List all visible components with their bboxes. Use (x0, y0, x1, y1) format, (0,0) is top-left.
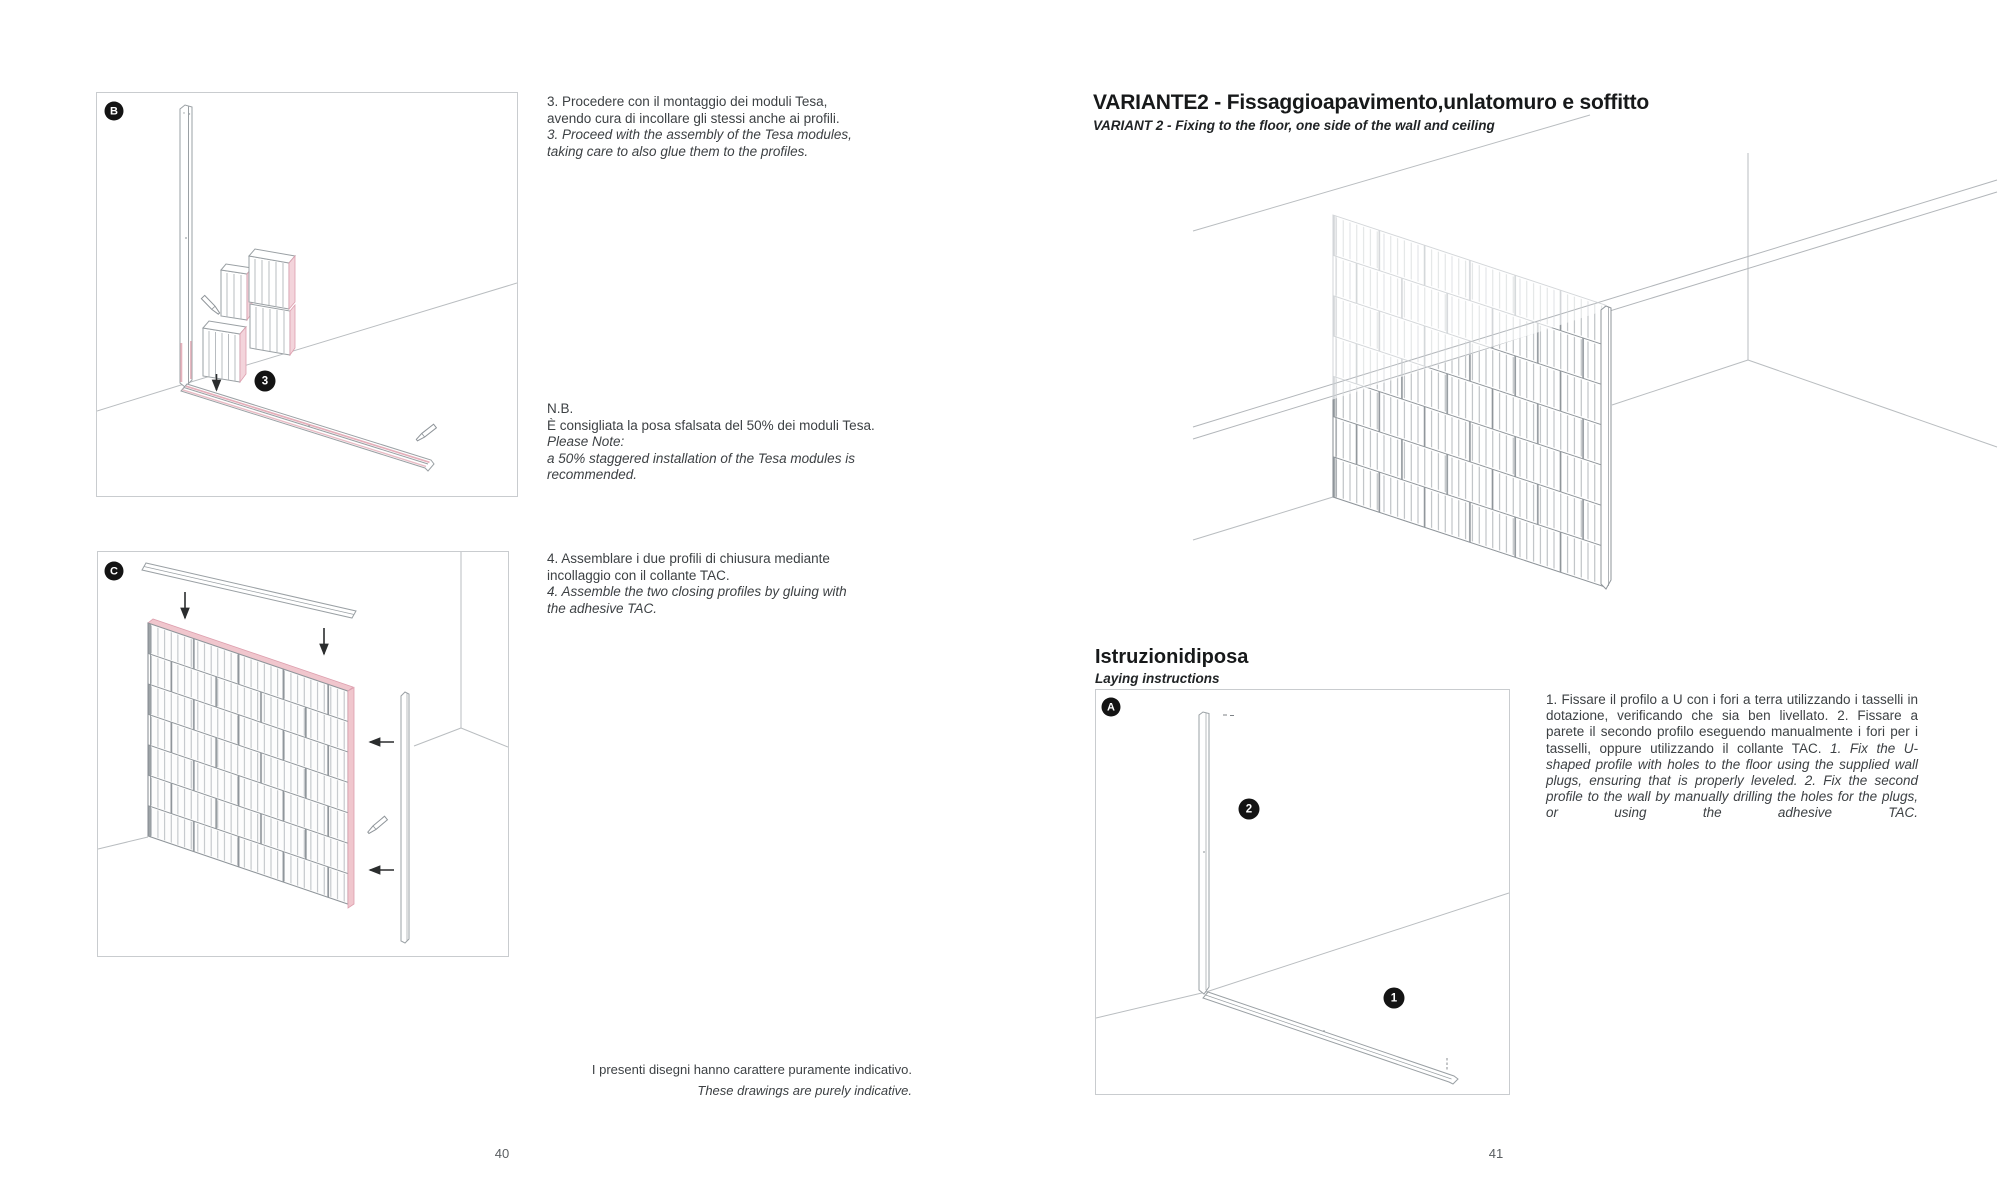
instructions-it: 1. Fissare il profilo a U con i fori a terra utilizzando i tasselli in dotazione, verificando che sia ben livellato. 2. Fissare a parete il secondo profilo eseguendo manualmente i fori per i tasselli, oppure utilizzando il collante TAC. (1546, 692, 1918, 756)
figure-b-panel (96, 92, 518, 497)
note-text (547, 401, 927, 484)
glued-edge (348, 688, 354, 909)
svg-text:1: 1 (1390, 992, 1398, 1005)
step3-text (547, 94, 907, 160)
laying-instructions-text (1546, 692, 1918, 822)
step4-line-en: the adhesive TAC. (547, 600, 658, 616)
page-number-left: 40 (494, 1146, 510, 1161)
figure-a-panel (1095, 689, 1510, 1095)
variant-subtitle: VARIANT 2 - Fixing to the floor, one side of the wall and ceiling (1093, 118, 1495, 133)
variant-title: VARIANTE2 - Fissaggioapavimento,unlatomuro e soffitto (1093, 91, 1650, 114)
glue-pen-icon (201, 295, 220, 315)
figure-badge (105, 562, 124, 581)
step3-line: avendo cura di incollare gli stessi anche ai profili. (547, 110, 840, 126)
step-badge (255, 371, 276, 392)
svg-text:C: C (110, 565, 118, 578)
note-line-en: recommended. (547, 467, 638, 483)
page-number-right: 41 (1488, 1146, 1504, 1161)
module-wall (148, 619, 354, 908)
svg-text:2: 2 (1245, 803, 1253, 816)
note-en-label: Please Note: (547, 434, 625, 450)
disclaimer-it: I presenti disegni hanno carattere puramente indicativo. (591, 1062, 912, 1077)
laying-title: Istruzionidiposa (1095, 646, 1249, 668)
top-closing-profile (142, 563, 356, 618)
step3-line: 3. Procedere con il montaggio dei moduli Tesa, (547, 94, 828, 109)
laying-heading-block (1095, 645, 1495, 686)
tesa-module (249, 249, 295, 355)
side-closing-profile (401, 692, 409, 943)
note-line: È consigliata la posa sfalsata del 50% dei moduli Tesa. (547, 417, 875, 433)
svg-text:A: A (1107, 701, 1115, 714)
svg-text:B: B (110, 105, 118, 118)
note-line-en: a 50% staggered installation of the Tesa modules is (547, 450, 855, 466)
step4-text (547, 551, 907, 617)
tesa-module (203, 321, 246, 382)
tesa-module (221, 264, 252, 320)
step4-line: incollaggio con il collante TAC. (547, 567, 730, 583)
laying-subtitle: Laying instructions (1095, 671, 1220, 686)
disclaimer (412, 1059, 912, 1101)
figure-c-panel (97, 551, 509, 957)
svg-text:3: 3 (261, 375, 269, 388)
step3-line-en: taking care to also glue them to the profiles. (547, 143, 809, 159)
figure-badge (105, 102, 124, 121)
glue-pen-icon (367, 816, 388, 834)
step-badge (1384, 988, 1405, 1009)
variant2-isometric-drawing (1100, 110, 2000, 640)
step3-line-en: 3. Proceed with the assembly of the Tesa modules, (547, 127, 852, 143)
figure-b-drawing (97, 93, 517, 496)
figure-badge (1102, 698, 1121, 717)
instructions-en: 1. Fix the U-shaped profile with holes to the floor using the supplied wall plugs, ensuring that is properly leveled. 2. Fix the second profile to the wall by manually drilling the holes for the plugs, or using the adhesive TAC. (1546, 740, 1918, 821)
wall-profile (1199, 712, 1234, 994)
step4-line-en: 4. Assemble the two closing profiles by gluing with (547, 584, 847, 600)
figure-c-drawing (98, 552, 508, 956)
step-badge (1239, 799, 1260, 820)
room-corner-lines (1096, 893, 1509, 1018)
floor-u-profile (1203, 992, 1458, 1084)
wall-right-profile (1601, 306, 1611, 589)
floor-profile (181, 384, 434, 471)
step4-line: 4. Assemblare i due profili di chiusura mediante (547, 551, 830, 566)
note-label: N.B. (547, 401, 574, 416)
glue-pen-icon (415, 424, 436, 442)
disclaimer-en: These drawings are purely indicative. (697, 1083, 912, 1098)
figure-a-drawing (1096, 690, 1509, 1094)
room-corner-lines (97, 283, 517, 411)
vertical-profile (180, 105, 192, 387)
